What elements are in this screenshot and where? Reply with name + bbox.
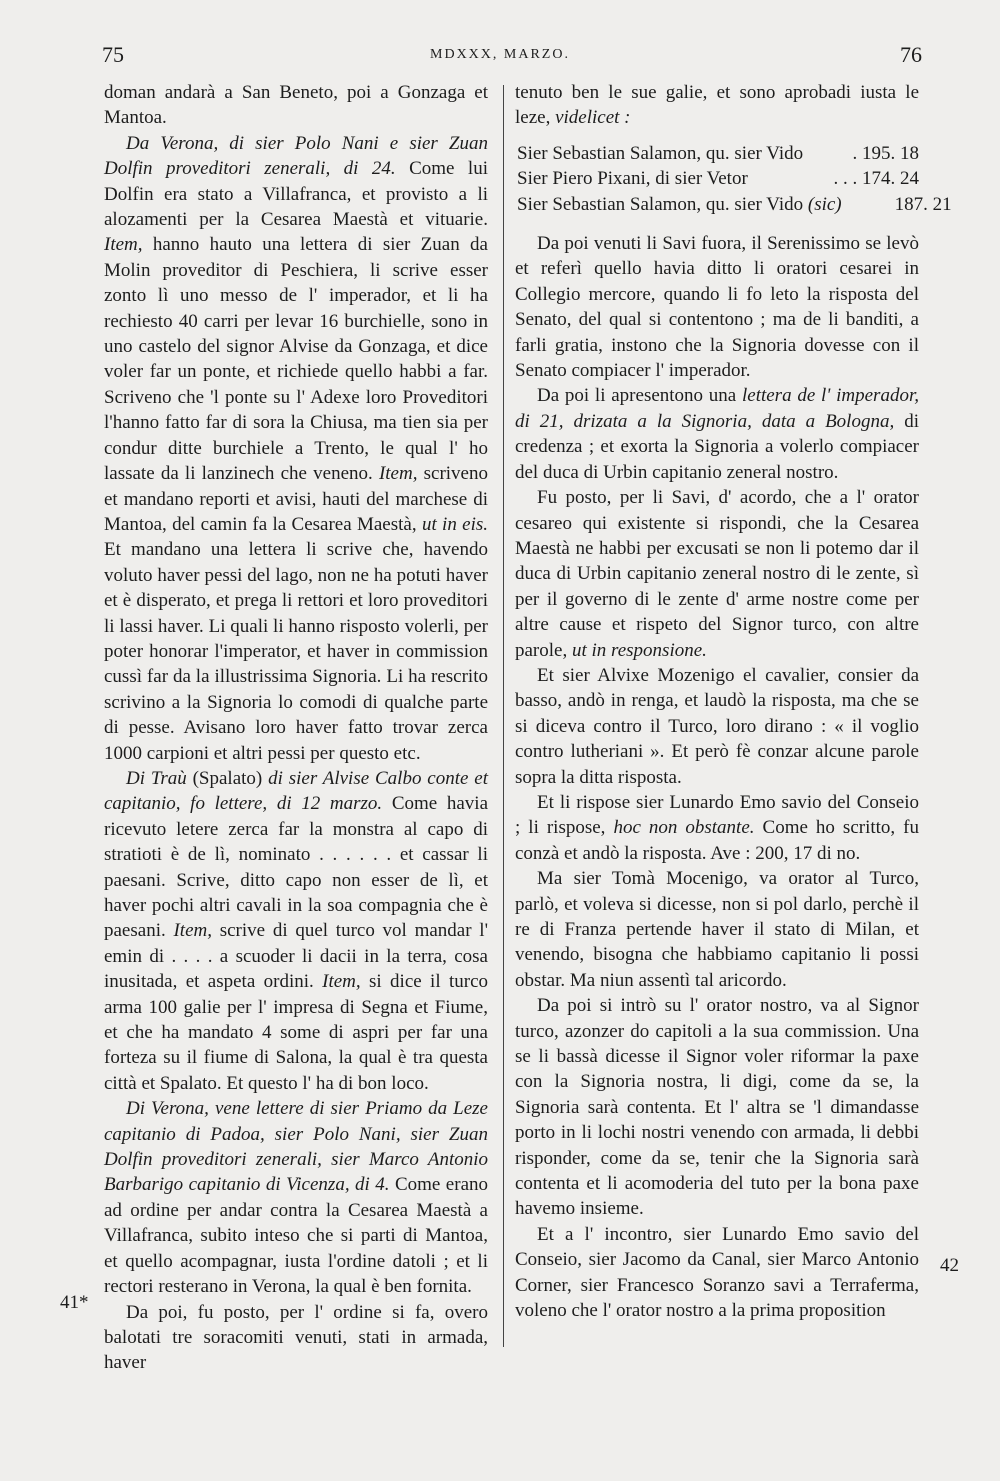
paragraph: Da poi venuti li Savi fuora, il Serenissimo se levò et referì quello havia ditto li oratori cesarei in Collegio mercore, quando li fo leto la risposta del Senato, del qual si contentono ; ma de li banditi, a farli gratia, instono che la Signoria dovesse con il Senato compiacer l' imperador.	[515, 233, 919, 382]
vote-name: Sier Piero Pixani, di sier Vetor	[517, 168, 748, 190]
vote-table	[517, 141, 952, 217]
paragraph: tenuto ben le sue galie, et sono aprobadi iusta le leze, videlicet :	[515, 82, 919, 129]
vote-result: . . . 174. 24	[833, 168, 919, 190]
paragraph: Da poi si intrò su l' orator nostro, va al Signor turco, azonzer do capitoli a la sua commission. Una se li bassà dicesse il Signor voler riformar la paxe con la Signoria nostra, li digi, come da se, la Signoria sarà contenta. Et l' altra se 'l dimandasse porto in li lochi nostri venendo con armada, li debbi risponder, come da se, tenir che la Signoria sarà contenta et li acomoderia del tuto per la bona paxe havemo insieme.	[515, 995, 919, 1220]
vote-row	[517, 141, 919, 166]
vote-name: Sier Sebastian Salamon, qu. sier Vido	[517, 142, 804, 164]
paragraph: Et a l' incontro, sier Lunardo Emo savio del Conseio, sier Jacomo da Canal, sier Marco Antonio Corner, sier Francesco Soranzo savi a Terraferma, voleno che l' orator nostro a la prima proposition	[515, 1223, 919, 1322]
paragraph: Da poi li apresentono una lettera de l' imperador, di 21, drizata a la Signoria, data a Bologna, di credenza ; et exorta la Signoria a volerlo compiacer del duca di Urbin capitanio zeneral nostro.	[515, 385, 919, 483]
paragraph: Fu posto, per li Savi, d' acordo, che a l' orator cesareo qui existente si rispondi, che la Cesarea Maestà ne habbi per excusati se non li potemo dar il duca di Urbin capitanio zeneral nostro di le zente, sì per il governo di le zente d' arme nostre come per altre cause et rispeto del Signor turco, con altre parole, ut in responsione.	[515, 487, 919, 661]
margin-note-left: 41*	[60, 1292, 89, 1313]
vote-result: 187. 21	[894, 193, 952, 215]
vote-row	[517, 192, 952, 217]
right-column	[515, 80, 952, 1324]
paragraph: Ma sier Tomà Mocenigo, va orator al Turco, parlò, et voleva si dicesse, non si pol darlo, perchè il re di Franza pertende haver il stato di Milan, et venendo, bisogna che habbiamo capitanio li possi obstar. Ma niun assentì tal aricordo.	[515, 868, 919, 991]
paragraph: Di Traù (Spalato) di sier Alvise Calbo conte et capitanio, fo lettere, di 12 marzo. Come havia ricevuto letere zerca far la monstra al capo di stratioti è de lì, nominato . . . . . . et cassar li paesani. Scrive, ditto capo non esser de lì, et haver pochi altri cavali in la soa compagnia che è paesani. Item, scrive di quel turco vol mandar l' emin di . . . . a scuoder li dacii in la terra, cosa inusitada, et aspeta ordini. Item, si dice il turco arma 100 galie per l' impresa di Segna et Fiume, et che ha mandato 4 some di aspri per far una forteza su il fiume di Salona, la qual è tra questa città et Spalato. Et questo l' ha di bon loco.	[104, 767, 489, 1094]
running-head: MDXXX, MARZO.	[430, 47, 570, 62]
vote-name: Sier Sebastian Salamon, qu. sier Vido (sic)	[517, 193, 842, 215]
left-column	[104, 80, 488, 1376]
column-rule	[503, 85, 504, 1347]
paragraph: Et li rispose sier Lunardo Emo savio del Conseio ; li rispose, hoc non obstante. Come ho scritto, fu conzà et andò la risposta. Ave : 200, 17 di no.	[515, 791, 920, 864]
paragraph: Di Verona, vene lettere di sier Priamo da Leze capitanio di Padoa, sier Polo Nani, sier Zuan Dolfin proveditori zenerali, sier Marco Antonio Barbarigo capitanio di Vicenza, di 4. Come erano ad ordine per andar contra la Cesarea Maestà a Villafranca, subito inteso che si parti di Mantoa, et quello acompagnar, iusta l'ordine datoli ; et li rectori resterano in Verona, la qual è ben fornita.	[104, 1098, 488, 1298]
paragraph: Da Verona, di sier Polo Nani e sier Zuan Dolfin proveditori zenerali, di 24. Come lui Dolfin era stato a Villafranca, et provisto a li alozamenti per la Cesarea Maestà et vituarie. Item, hanno hauto una lettera di sier Zuan da Molin proveditor di Peschiera, li scrive esser zonto lì uno messo de l' imperador, et li ha rechiesto 40 carri per levar 16 burchielle, sono in uno castelo del signor Alvise da Gonzaga, et dice voler far un ponte, et richiede quello habbi a far. Scriveno che 'l ponte su l' Adexe loro Proveditori l'hanno fatto far di sora la Chiusa, ma tien sia per condur ditte burchiele a Trento, le qual l' ho lassate da li lanzinech che veneno. Item, scriveno et mandano reporti et avisi, hauti del marchese di Mantoa, del camin fa la Cesarea Maestà, ut in eis. Et mandano una lettera li scrive che, havendo voluto haver pessi del lago, non ne ha potuti haver et è disperato, et prega li rettori et loro proveditori li lassi haver. Li quali li hanno risposto volerli, per poter honorar l'imperator, et haver in commission cussì far da la illustrissima Signoria. Li ha rescrito scrivino a la Signoria lo comodi di qualche parte di pesse. Avisano loro haver fatto trovar zerca 1000 carpioni et altri pessi per questo etc.	[104, 132, 489, 764]
paragraph: doman andarà a San Beneto, poi a Gonzaga et Mantoa.	[104, 82, 488, 129]
paragraph: Da poi, fu posto, per l' ordine si fa, overo balotati tre soracomiti venuti, stati in armada, haver	[104, 1301, 488, 1374]
vote-result: . 195. 18	[852, 142, 919, 164]
margin-note-right: 42	[940, 1255, 959, 1276]
page-number-left: 75	[102, 42, 124, 67]
paragraph: Et sier Alvixe Mozenigo el cavalier, consier da basso, andò in renga, et laudò la risposta, ma che se si diceva contro il Turco, loro dirano : « il voglio contro lutheriani ». Et però fè conzar alcune parole sopra la ditta risposta.	[515, 664, 919, 788]
page-number-right: 76	[900, 42, 922, 67]
vote-row	[517, 166, 919, 191]
